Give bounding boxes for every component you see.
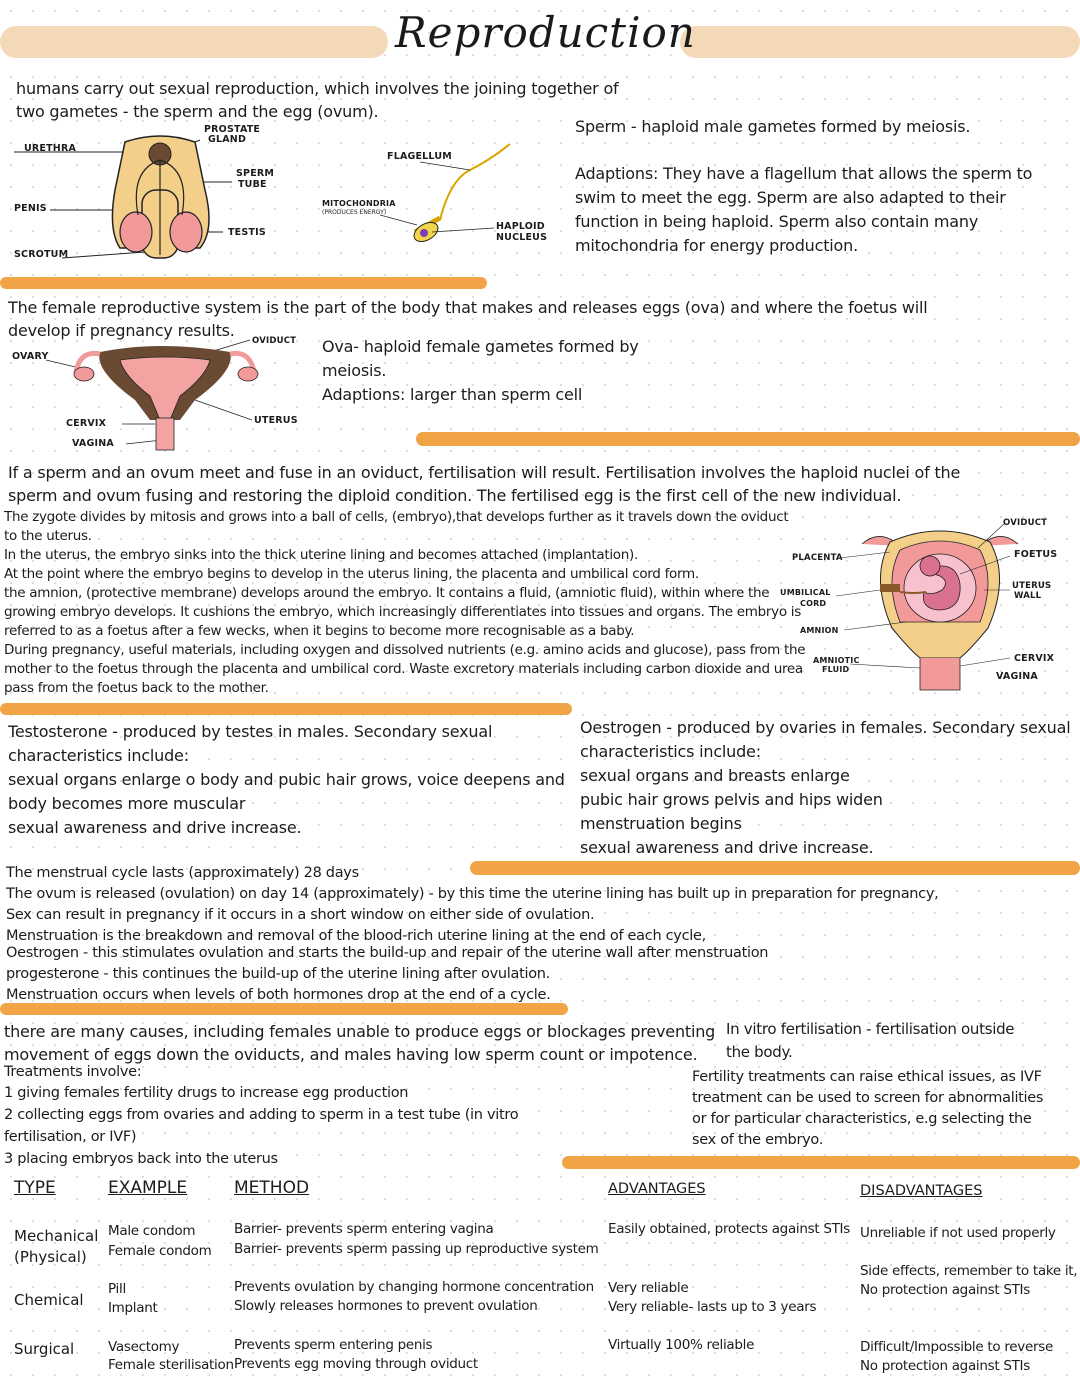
divider-4 (470, 861, 1080, 875)
row-advantage-1: Easily obtained, protects against STIs (608, 1221, 850, 1237)
label-uterus: UTERUS (254, 415, 298, 426)
fertilisation-bullet-5a: During pregnancy, useful materials, including oxygen and dissolved nutrients (e.g. amino acids and glucose), pass from the (4, 642, 806, 658)
infertility-line-7: 3 placing embryos back into the uterus (4, 1151, 278, 1167)
label-flagellum: FLAGELLUM (387, 151, 452, 162)
pregnancy-label-foetus: FOETUS (1014, 549, 1058, 560)
infertility-line-6: fertilisation, or IVF) (4, 1129, 137, 1145)
fertilisation-bullet-5b: mother to the foetus through the placenta and umbilical cord. Waste excretory materials including carbon dioxide and urea (4, 661, 803, 677)
pregnancy-label-umbilical-2: CORD (800, 599, 827, 608)
fertilisation-bullet-4c: referred to as a foetus after a few wecks, when it begins to become more recognisable as a baby. (4, 623, 635, 639)
oestrogen-line-3: sexual organs and breasts enlarge (580, 766, 850, 785)
pregnancy-label-oviduct: OVIDUCT (1003, 518, 1048, 528)
row-advantage-1: Virtually 100% reliable (608, 1337, 755, 1353)
menstrual-line-5: Oestrogen - this stimulates ovulation and starts the build-up and repair of the uterine wall after menstruation (6, 945, 769, 961)
pregnancy-label-cervix: CERVIX (1014, 653, 1055, 664)
intro-line-2: two gametes - the sperm and the egg (ovum). (16, 102, 379, 121)
ova-line-2: meiosis. (322, 361, 387, 380)
row-method-2: Prevents egg moving through oviduct (234, 1356, 478, 1372)
divider-1 (0, 277, 487, 289)
fertilisation-bullet-3: At the point where the embryo begins to develop in the uterus lining, the placenta and umbilical cord form. (4, 566, 699, 582)
pregnancy-label-uterus-2: WALL (1014, 591, 1042, 601)
male-reproductive-diagram (10, 120, 290, 260)
sperm-adaption-2: swim to meet the egg. Sperm are also adapted to their (575, 188, 1006, 207)
fertilisation-bullet-4a: the amnion, (protective membrane) develops around the embryo. It contains a fluid, (amniotic fluid), within where the (4, 585, 770, 601)
row-type-1: Chemical (14, 1291, 84, 1309)
divider-5 (0, 1003, 568, 1015)
infertility-line-4: 1 giving females fertility drugs to increase egg production (4, 1085, 409, 1101)
header-example: EXAMPLE (108, 1178, 188, 1198)
label-haploid-nucleus-1: HAPLOID (496, 221, 545, 232)
infertility-line-2: movement of eggs down the oviducts, and males having low sperm count or impotence. (4, 1045, 698, 1064)
pregnancy-label-umbilical-1: UMBILICAL (780, 588, 831, 597)
female-intro-line-2: develop if pregnancy results. (8, 321, 235, 340)
oestrogen-line-1: Oestrogen - produced by ovaries in females. Secondary sexual (580, 718, 1071, 737)
menstrual-line-7: Menstruation occurs when levels of both hormones drop at the end of a cycle. (6, 987, 551, 1003)
ivf-line-4: treatment can be used to screen for abnormalities (692, 1090, 1044, 1106)
oestrogen-line-6: sexual awareness and drive increase. (580, 838, 874, 857)
menstrual-line-4: Menstruation is the breakdown and removal of the blood-rich uterine lining at the end of each cycle, (6, 928, 706, 944)
row-method-1: Prevents ovulation by changing hormone concentration (234, 1279, 594, 1295)
ivf-line-2: the body. (726, 1043, 793, 1061)
fertilisation-bullet-1a: The zygote divides by mitosis and grows into a ball of cells, (embryo),that develops further as it travels down the oviduct (4, 509, 789, 525)
sperm-adaption-3: function in being haploid. Sperm also contain many (575, 212, 979, 231)
row-disadvantage-1: Unreliable if not used properly (860, 1225, 1056, 1241)
label-mitochondria-sub: (PRODUCES ENERGY) (322, 209, 387, 216)
label-scrotum: SCROTUM (14, 249, 69, 260)
row-method-2: Slowly releases hormones to prevent ovulation (234, 1298, 538, 1314)
row-disadvantage-2: No protection against STIs (860, 1282, 1030, 1298)
row-example-1: Male condom (108, 1223, 196, 1239)
menstrual-line-6: progesterone - this continues the build-up of the uterine lining after ovulation. (6, 966, 550, 982)
label-penis: PENIS (14, 203, 47, 214)
row-method-1: Prevents sperm entering penis (234, 1337, 433, 1353)
pregnancy-label-uterus-1: UTERUS (1012, 581, 1052, 591)
row-example-2: Female condom (108, 1243, 212, 1259)
ova-line-1: Ova- haploid female gametes formed by (322, 337, 639, 356)
divider-6 (562, 1156, 1080, 1169)
label-sperm-tube-2: TUBE (238, 179, 267, 190)
ova-line-3: Adaptions: larger than sperm cell (322, 385, 583, 404)
label-haploid-nucleus-2: NUCLEUS (496, 232, 548, 243)
intro-line-1: humans carry out sexual reproduction, which involves the joining together of (16, 79, 619, 98)
label-vagina: VAGINA (72, 438, 114, 449)
label-cervix: CERVIX (66, 418, 107, 429)
testosterone-line-4: body becomes more muscular (8, 794, 246, 813)
sperm-heading: Sperm - haploid male gametes formed by meiosis. (575, 117, 971, 136)
divider-3 (0, 703, 572, 715)
row-type-2: (Physical) (14, 1248, 87, 1266)
header-method: METHOD (234, 1178, 310, 1198)
title-bar-right (680, 26, 1080, 58)
ivf-line-6: sex of the embryo. (692, 1132, 824, 1148)
sperm-adaption-4: mitochondria for energy production. (575, 236, 858, 255)
ivf-line-3: Fertility treatments can raise ethical issues, as IVF (692, 1069, 1042, 1085)
ivf-line-1: In vitro fertilisation - fertilisation outside (726, 1020, 1015, 1038)
sperm-adaption-1: Adaptions: They have a flagellum that allows the sperm to (575, 164, 1033, 183)
page-title: Reproduction (395, 8, 696, 57)
label-oviduct: OVIDUCT (252, 336, 297, 346)
testosterone-line-5: sexual awareness and drive increase. (8, 818, 302, 837)
pregnancy-label-amnion: AMNION (800, 626, 839, 635)
row-type-1: Surgical (14, 1340, 75, 1358)
divider-2 (416, 432, 1080, 446)
row-disadvantage-1: Side effects, remember to take it, (860, 1263, 1078, 1279)
fertilisation-bullet-5c: pass from the foetus back to the mother. (4, 680, 269, 696)
row-disadvantage-2: No protection against STIs (860, 1358, 1030, 1374)
menstrual-line-1: The menstrual cycle lasts (approximately) 28 days (6, 865, 359, 881)
row-method-1: Barrier- prevents sperm entering vagina (234, 1221, 494, 1237)
row-example-1: Pill (108, 1281, 126, 1297)
header-type: TYPE (14, 1178, 56, 1198)
label-testis: TESTIS (228, 227, 266, 238)
label-mitochondria: MITOCHONDRIA (322, 199, 396, 208)
row-example-1: Vasectomy (108, 1339, 180, 1355)
row-example-2: Implant (108, 1300, 158, 1316)
row-method-2: Barrier- prevents sperm passing up reproductive system (234, 1241, 599, 1257)
testosterone-line-2: characteristics include: (8, 746, 189, 765)
oestrogen-line-2: characteristics include: (580, 742, 761, 761)
row-type-1: Mechanical (14, 1227, 99, 1245)
label-urethra: URETHRA (24, 143, 77, 154)
fertilisation-bullet-1b: to the uterus. (4, 528, 92, 544)
testosterone-line-1: Testosterone - produced by testes in males. Secondary sexual (8, 722, 493, 741)
label-prostate-2: GLAND (208, 134, 247, 145)
female-intro-line-1: The female reproductive system is the part of the body that makes and releases eggs (ova) and where the foetus will (8, 298, 928, 317)
row-disadvantage-1: Difficult/Impossible to reverse (860, 1339, 1053, 1355)
infertility-line-5: 2 collecting eggs from ovaries and adding to sperm in a test tube (in vitro (4, 1107, 519, 1123)
oestrogen-line-4: pubic hair grows pelvis and hips widen (580, 790, 883, 809)
row-advantage-1: Very reliable (608, 1280, 689, 1296)
label-sperm-tube-1: SPERM (236, 168, 275, 179)
menstrual-line-2: The ovum is released (ovulation) on day 14 (approximately) - by this time the uterine lining has built up in preparation for pregnancy, (6, 886, 939, 902)
row-example-2: Female sterilisation (108, 1357, 234, 1373)
label-prostate-1: PROSTATE (204, 124, 261, 135)
pregnancy-label-vagina: VAGINA (996, 671, 1038, 682)
infertility-line-1: there are many causes, including females unable to produce eggs or blockages preventing (4, 1022, 716, 1041)
infertility-line-3: Treatments involve: (4, 1064, 142, 1080)
testosterone-line-3: sexual organs enlarge o body and pubic hair grows, voice deepens and (8, 770, 565, 789)
pregnancy-label-amniotic-1: AMNIOTIC (813, 656, 860, 665)
row-advantage-2: Very reliable- lasts up to 3 years (608, 1299, 817, 1315)
fertilisation-line-2: sperm and ovum fusing and restoring the diploid condition. The fertilised egg is the first cell of the new individual. (8, 486, 902, 505)
pregnancy-diagram (860, 518, 1020, 693)
header-advantages: ADVANTAGES (608, 1181, 706, 1197)
menstrual-line-3: Sex can result in pregnancy if it occurs in a short window on either side of ovulation. (6, 907, 595, 923)
pregnancy-label-placenta: PLACENTA (792, 553, 843, 563)
label-ovary: OVARY (12, 351, 49, 362)
header-disadvantages: DISADVANTAGES (860, 1183, 983, 1199)
female-reproductive-diagram (10, 340, 300, 450)
pregnancy-label-amniotic-2: FLUID (822, 665, 850, 674)
fertilisation-line-1: If a sperm and an ovum meet and fuse in an oviduct, fertilisation will result. Fertilisation involves the haploid nuclei of the (8, 463, 961, 482)
oestrogen-line-5: menstruation begins (580, 814, 742, 833)
fertilisation-bullet-4b: growing embryo develops. It cushions the embryo, which increasingly differentiates into tissues and organs. The embryo is (4, 604, 801, 620)
fertilisation-bullet-2: In the uterus, the embryo sinks into the thick uterine lining and becomes attached (implantation). (4, 547, 638, 563)
ivf-line-5: or for particular characteristics, e.g selecting the (692, 1111, 1032, 1127)
title-bar-left (0, 26, 388, 58)
